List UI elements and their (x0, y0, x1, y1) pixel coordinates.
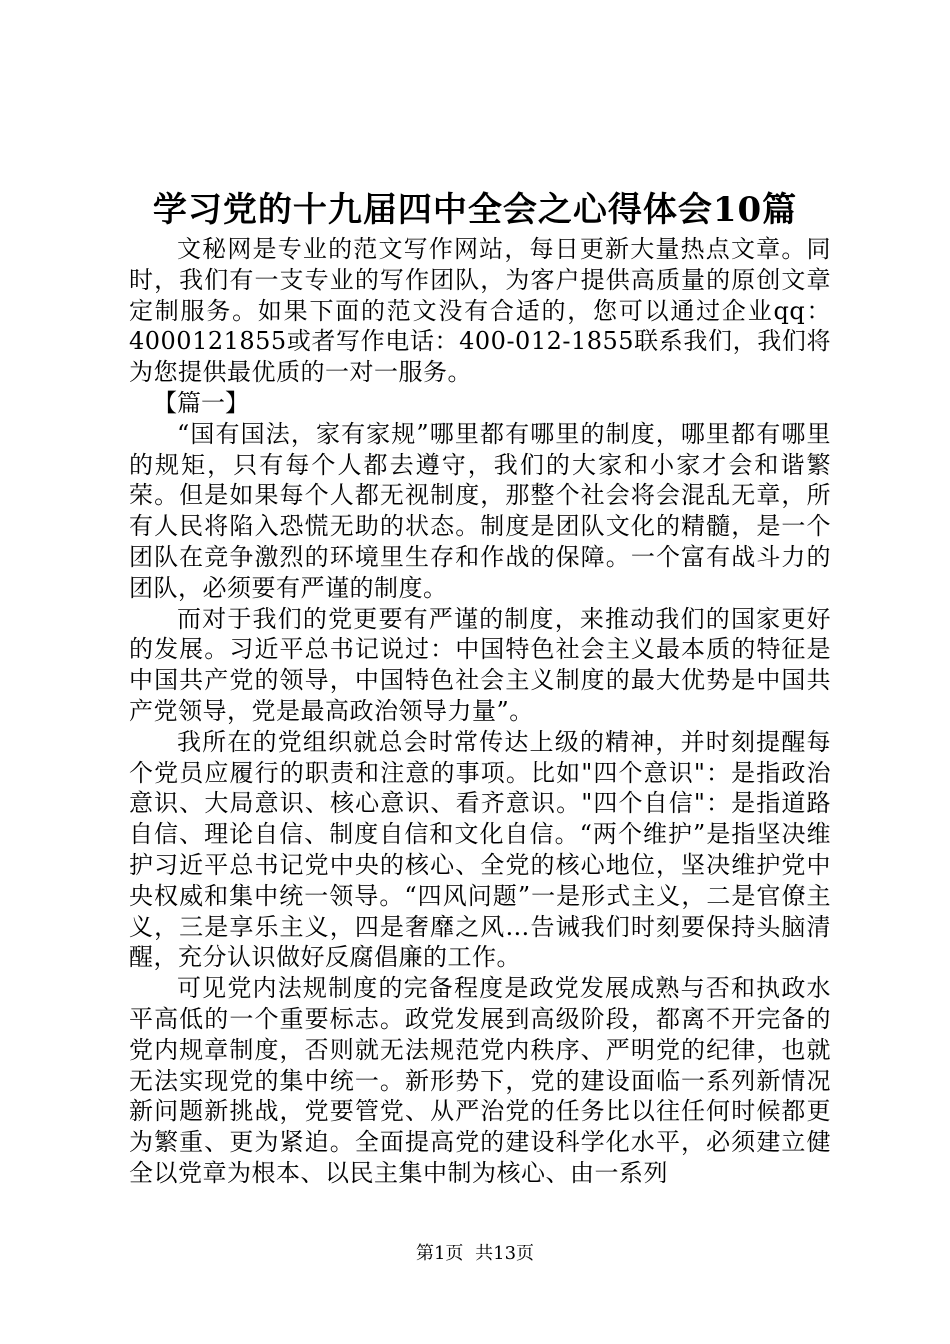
page-total: 共13页 (475, 1243, 535, 1264)
body-paragraph-4: 可见党内法规制度的完备程度是政党发展成熟与否和执政水平高低的一个重要标志。政党发展到高级阶段，都离不开完备的党内规章制度，否则就无法规范党内秩序、严明党的纪律，也就无法实现党的集中统一。新形势下，党的建设面临一系列新情况新问题新挑战，党要管党、从严治党的任务比以往任何时候都更为繁重、更为紧迫。全面提高党的建设科学化水平，必须建立健全以党章为根本、以民主集中制为核心、由一系列 (129, 974, 831, 1187)
body-paragraph-2: 而对于我们的党更要有严谨的制度，来推动我们的国家更好的发展。习近平总书记说过：中国特色社会主义最本质的特征是中国共产党的领导，中国特色社会主义制度的最大优势是中国共产党领导，党是最高政治领导力量”。 (129, 604, 831, 725)
document-body (129, 234, 831, 1189)
page-footer (0, 1242, 950, 1266)
page-number: 第1页 (415, 1243, 464, 1264)
intro-paragraph: 文秘网是专业的范文写作网站，每日更新大量热点文章。同时，我们有一支专业的写作团队，为客户提供高质量的原创文章定制服务。如果下面的范文没有合适的，您可以通过企业qq：4000121855或者写作电话：400-012-1855联系我们，我们将为您提供最优质的一对一服务。 (129, 235, 831, 387)
body-paragraph-3: 我所在的党组织就总会时常传达上级的精神，并时刻提醒每个党员应履行的职责和注意的事项。比如"四个意识"：是指政治意识、大局意识、核心意识、看齐意识。"四个自信"：是指道路自信、理论自信、制度自信和文化自信。“两个维护”是指坚决维护习近平总书记党中央的核心、全党的核心地位，坚决维护党中央权威和集中统一领导。“四风问题”一是形式主义，二是官僚主义，三是享乐主义，四是奢靡之风…告诫我们时刻要保持头脑清醒，充分认识做好反腐倡廉的工作。 (129, 727, 831, 972)
body-paragraph-1: “国有国法，家有家规”哪里都有哪里的制度，哪里都有哪里的规矩，只有每个人都去遵守，我们的大家和小家才会和谐繁荣。但是如果每个人都无视制度，那整个社会将会混乱无章，所有人民将陷入恐慌无助的状态。制度是团队文化的精髓，是一个团队在竞争激烈的环境里生存和作战的保障。一个富有战斗力的团队，必须要有严谨的制度。 (129, 419, 831, 602)
document-title: 学习党的十九届四中全会之心得体会10篇 (152, 190, 798, 230)
section-heading: 【篇一】 (153, 388, 249, 417)
